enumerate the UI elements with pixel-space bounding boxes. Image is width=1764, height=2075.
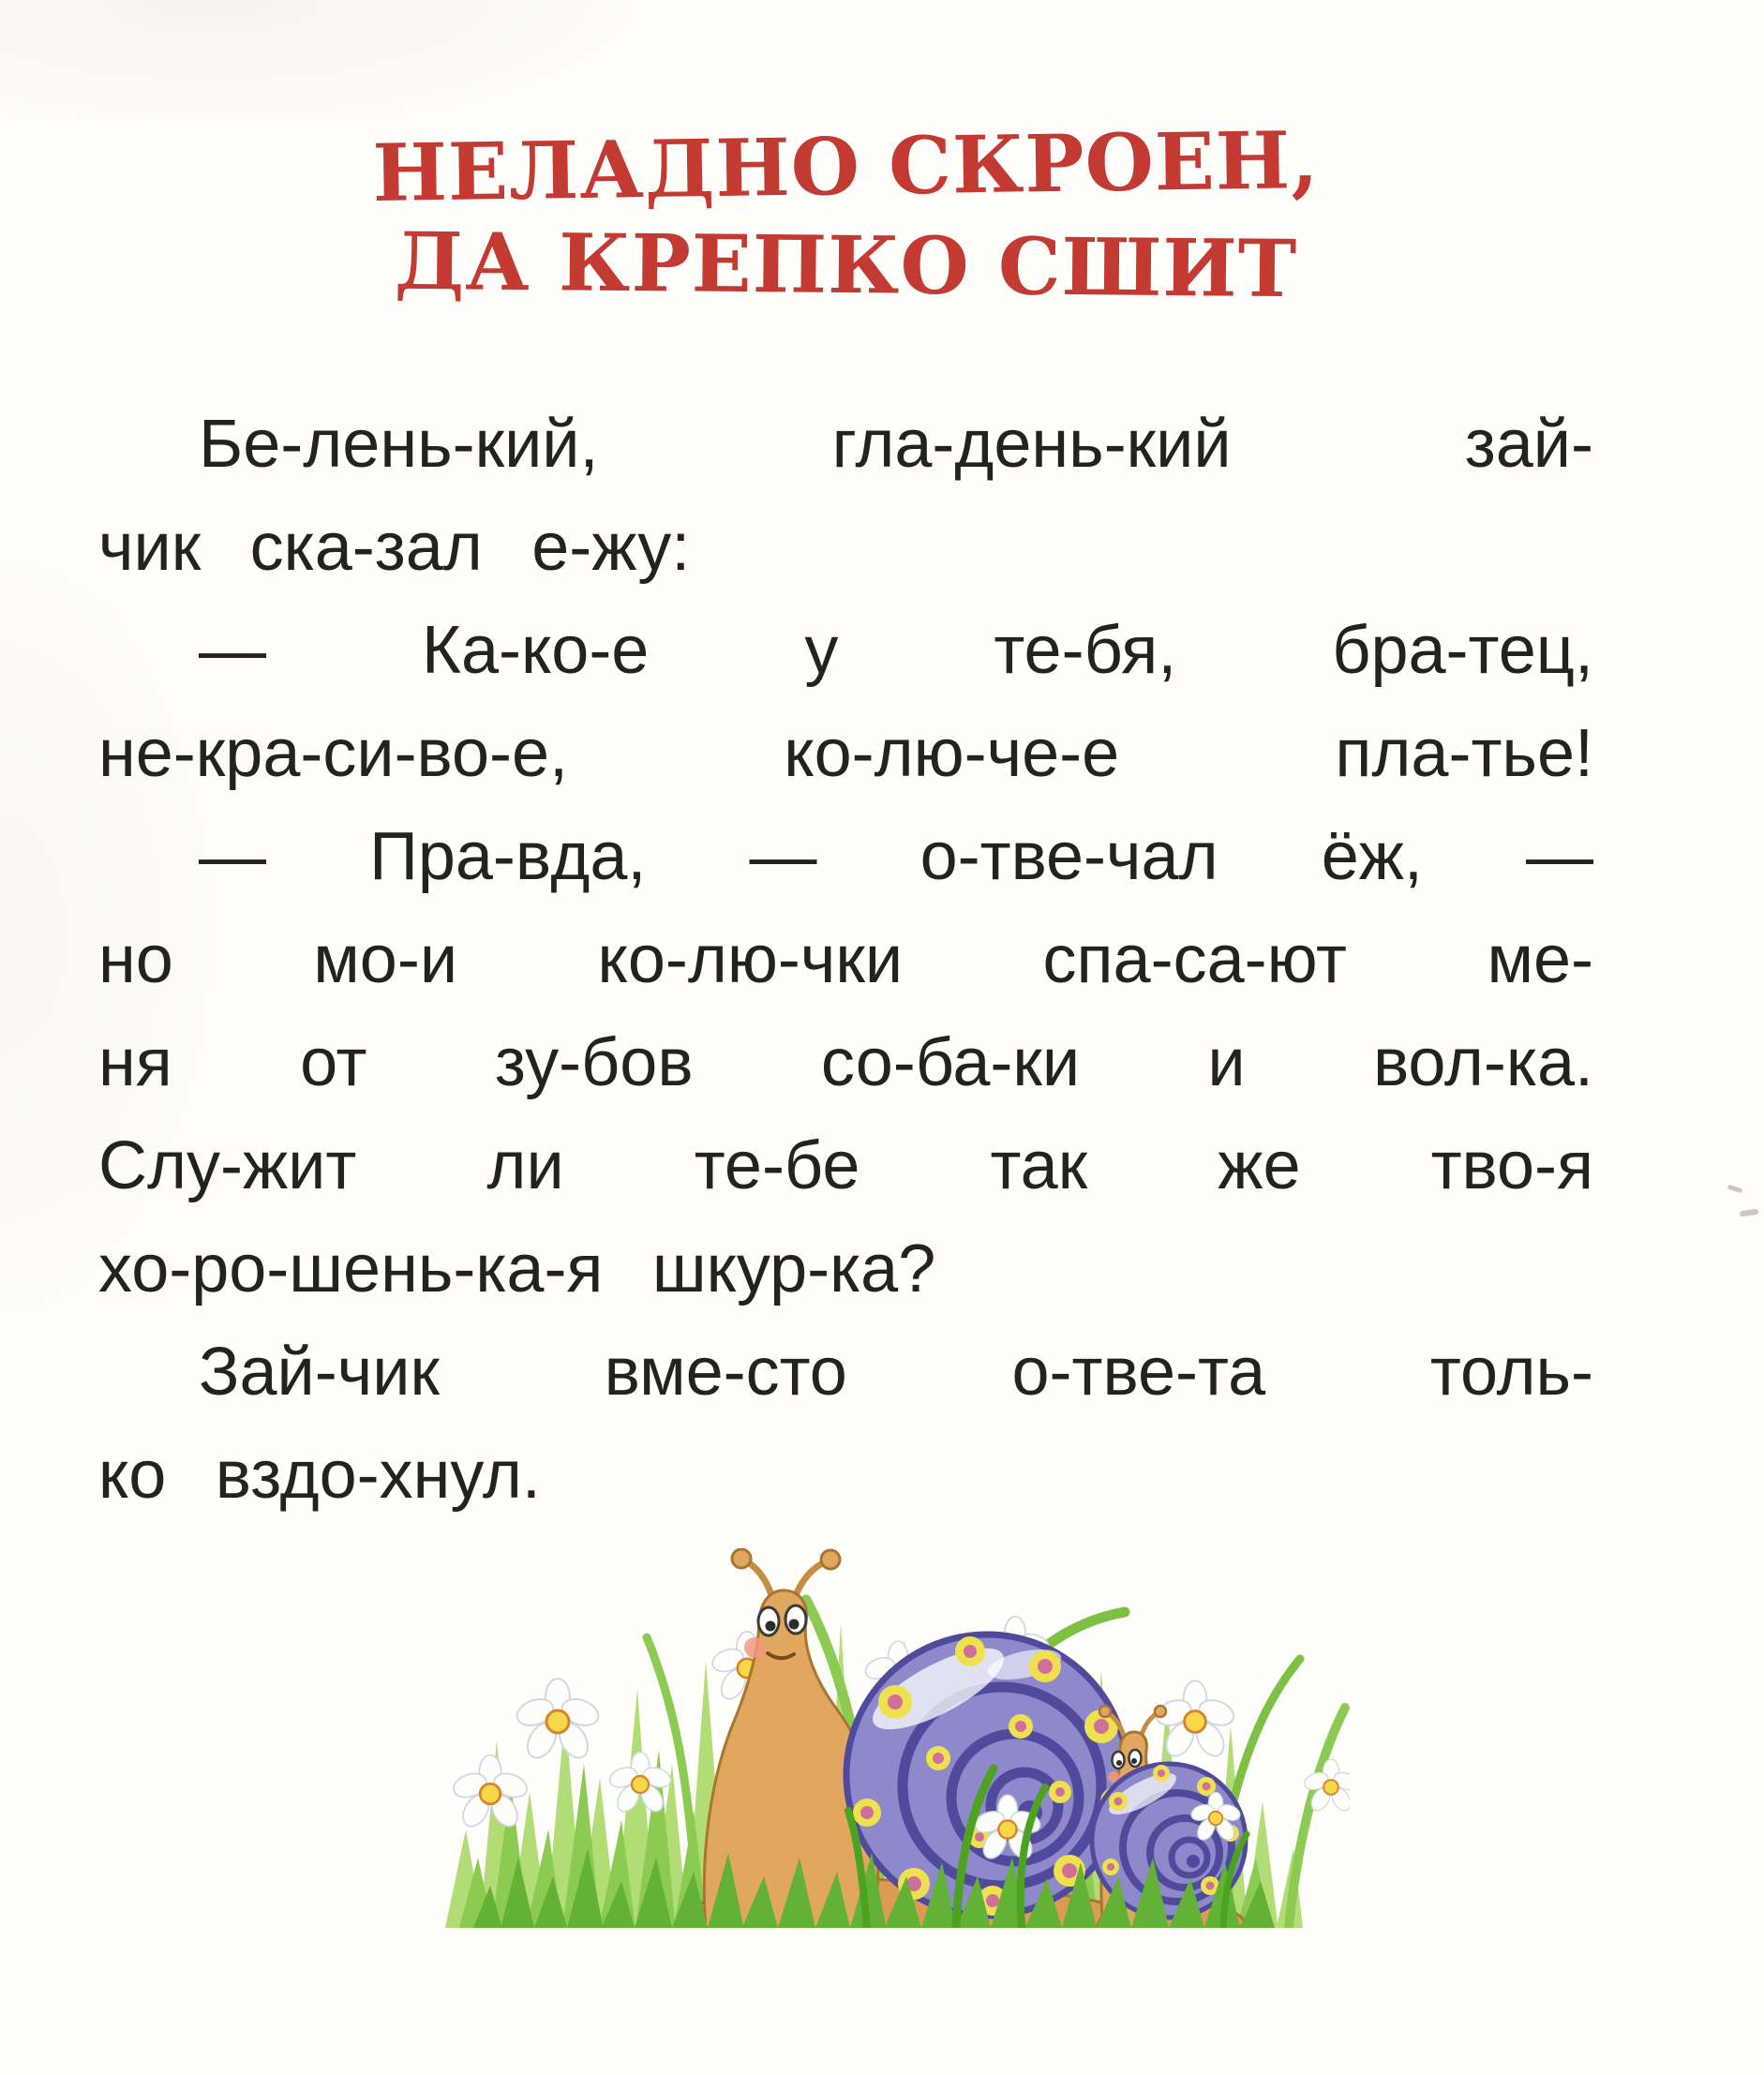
story-line: — Ка-ко-е у те-бя, бра-тец, [199,613,1593,688]
story-title-line-2: ДА КРЕПКО СШИТ [394,214,1298,316]
story-title [98,112,1593,316]
story-line: чик ска-зал е-жу: [98,510,691,585]
story-line: Слу-жит ли те-бе так же тво-я [98,1128,1593,1203]
story-text [98,393,1593,1527]
snails-in-grass-illustration [408,1548,1350,1928]
big-snail [689,1549,1137,1928]
story-line: ня от зу-бов со-ба-ки и вол-ка. [98,1025,1593,1100]
story-line: ко вздо-хнул. [98,1438,541,1513]
story-line: — Пра-вда, — о-тве-чал ёж, — [199,819,1593,894]
story-line: но мо-и ко-лю-чки спа-са-ют ме- [98,922,1593,997]
story-line: Зай-чик вме-сто о-тве-та толь- [199,1335,1593,1410]
story-line: Бе-лень-кий, гла-день-кий зай- [199,407,1593,482]
scan-artifact [1740,1209,1759,1217]
page-content [98,112,1593,1527]
story-line: хо-ро-шень-ка-я шкур-ка? [98,1232,936,1306]
story-line: не-кра-си-во-е, ко-лю-че-е пла-тье! [98,716,1593,791]
scan-artifact [1727,1185,1743,1194]
story-title-line-1: НЕЛАДНО СКРОЕН, [371,112,1321,220]
